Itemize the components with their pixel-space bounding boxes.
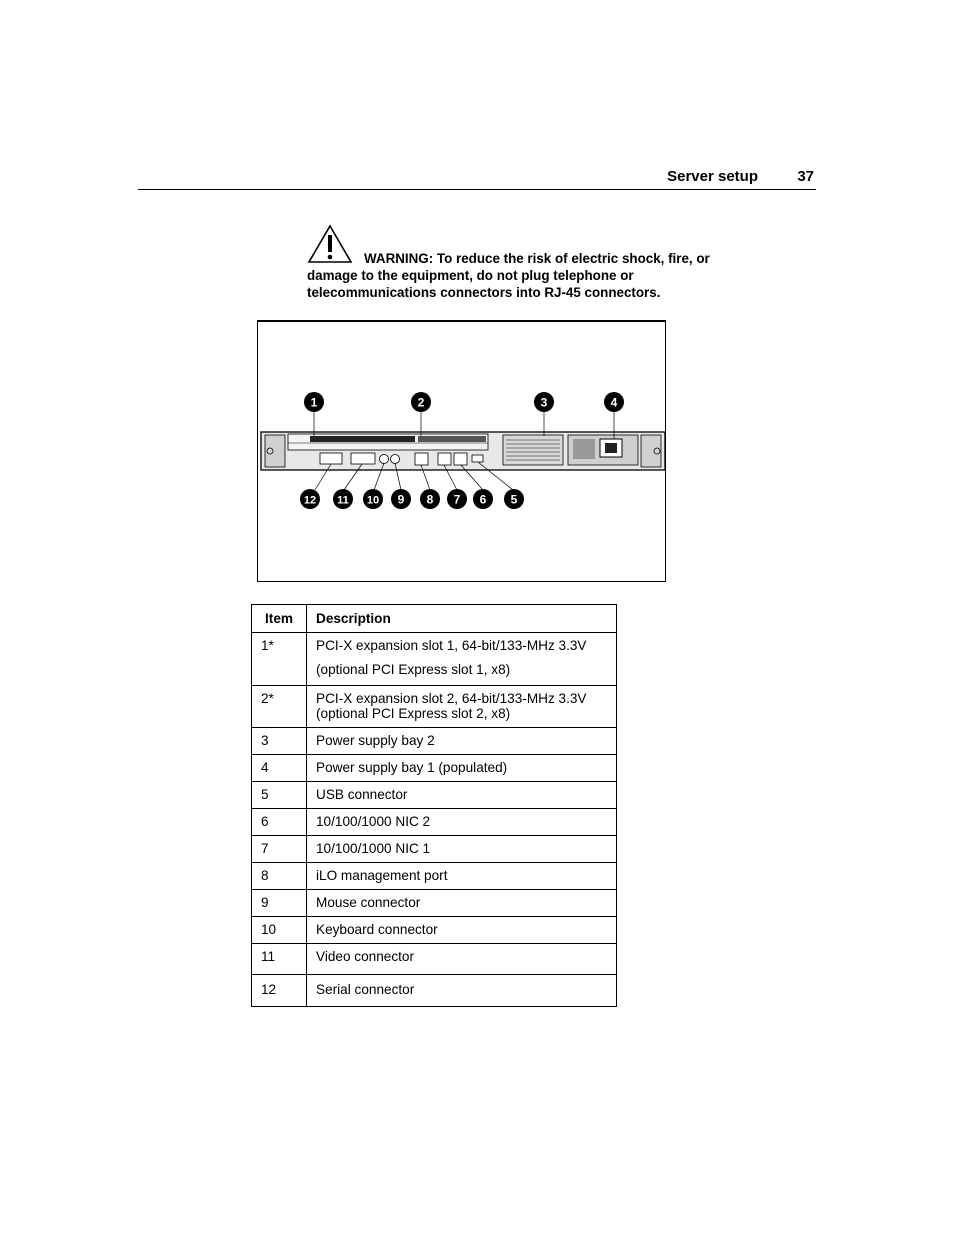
item-cell: 8: [252, 863, 307, 890]
svg-text:8: 8: [426, 492, 434, 507]
item-cell: 2*: [252, 686, 307, 728]
svg-text:5: 5: [510, 492, 518, 507]
item-cell: 9: [252, 890, 307, 917]
callout-5: [504, 489, 524, 509]
warning-text-line: WARNING: To reduce the risk of electric shock, fire, or: [364, 251, 710, 266]
description-line: (optional PCI Express slot 2, x8): [316, 706, 511, 721]
table-row: [252, 975, 617, 1007]
callout-2: [411, 392, 431, 412]
column-header-item: Item: [252, 605, 307, 633]
table-row: [252, 863, 617, 890]
callout-8: [420, 489, 440, 509]
table-row: [252, 755, 617, 782]
svg-text:10: 10: [366, 494, 380, 507]
svg-text:1: 1: [310, 395, 318, 410]
warning-text-line: damage to the equipment, do not plug telephone or: [307, 268, 634, 283]
table-row: [252, 917, 617, 944]
table-row: [252, 633, 617, 686]
server-rear-panel-diagram: [258, 322, 665, 582]
svg-text:7: 7: [453, 492, 461, 507]
callout-4: [604, 392, 624, 412]
description-cell: Keyboard connector: [307, 917, 617, 944]
item-cell: 7: [252, 836, 307, 863]
description-line: PCI-X expansion slot 2, 64-bit/133-MHz 3.3V: [316, 691, 587, 706]
table-row: [252, 836, 617, 863]
item-cell: 6: [252, 809, 307, 836]
callout-1: [304, 392, 324, 412]
callout-11: [333, 489, 353, 509]
page-header: [138, 168, 816, 190]
description-cell: Mouse connector: [307, 890, 617, 917]
description-cell: [307, 633, 617, 686]
svg-text:3: 3: [540, 395, 548, 410]
item-cell: 11: [252, 944, 307, 975]
item-cell: 12: [252, 975, 307, 1007]
description-cell: Power supply bay 2: [307, 728, 617, 755]
description-cell: USB connector: [307, 782, 617, 809]
description-cell: iLO management port: [307, 863, 617, 890]
table-row: [252, 809, 617, 836]
callout-3: [534, 392, 554, 412]
warning-text-line: telecommunications connectors into RJ-45 connectors.: [307, 285, 661, 300]
page-number: 37: [797, 168, 814, 185]
svg-text:4: 4: [610, 395, 618, 410]
table-row: [252, 944, 617, 975]
item-cell: 1*: [252, 633, 307, 686]
server-rear-panel-figure: [257, 320, 666, 582]
svg-text:9: 9: [397, 492, 405, 507]
description-line: PCI-X expansion slot 1, 64-bit/133-MHz 3.3V: [316, 638, 587, 653]
warning-notice: [307, 224, 747, 301]
callout-9: [391, 489, 411, 509]
description-cell: Video connector: [307, 944, 617, 975]
callout-6: [473, 489, 493, 509]
item-description-table: [251, 604, 617, 1007]
table-header-row: [252, 605, 617, 633]
description-cell: Power supply bay 1 (populated): [307, 755, 617, 782]
svg-text:6: 6: [479, 492, 487, 507]
description-cell: 10/100/1000 NIC 1: [307, 836, 617, 863]
warning-triangle-icon: [307, 224, 353, 264]
table-row: [252, 890, 617, 917]
column-header-description: Description: [307, 605, 617, 633]
callout-10: [363, 489, 383, 509]
item-cell: 10: [252, 917, 307, 944]
item-cell: 5: [252, 782, 307, 809]
table-row: [252, 686, 617, 728]
item-cell: 4: [252, 755, 307, 782]
table-row: [252, 728, 617, 755]
section-title: Server setup: [667, 168, 758, 185]
description-cell: [307, 686, 617, 728]
callout-7: [447, 489, 467, 509]
svg-text:2: 2: [417, 395, 425, 410]
svg-text:12: 12: [303, 494, 317, 507]
svg-text:11: 11: [337, 494, 349, 507]
description-line: (optional PCI Express slot 1, x8): [316, 662, 511, 677]
item-cell: 3: [252, 728, 307, 755]
table-row: [252, 782, 617, 809]
callout-12: [300, 489, 320, 509]
description-cell: 10/100/1000 NIC 2: [307, 809, 617, 836]
description-cell: Serial connector: [307, 975, 617, 1007]
